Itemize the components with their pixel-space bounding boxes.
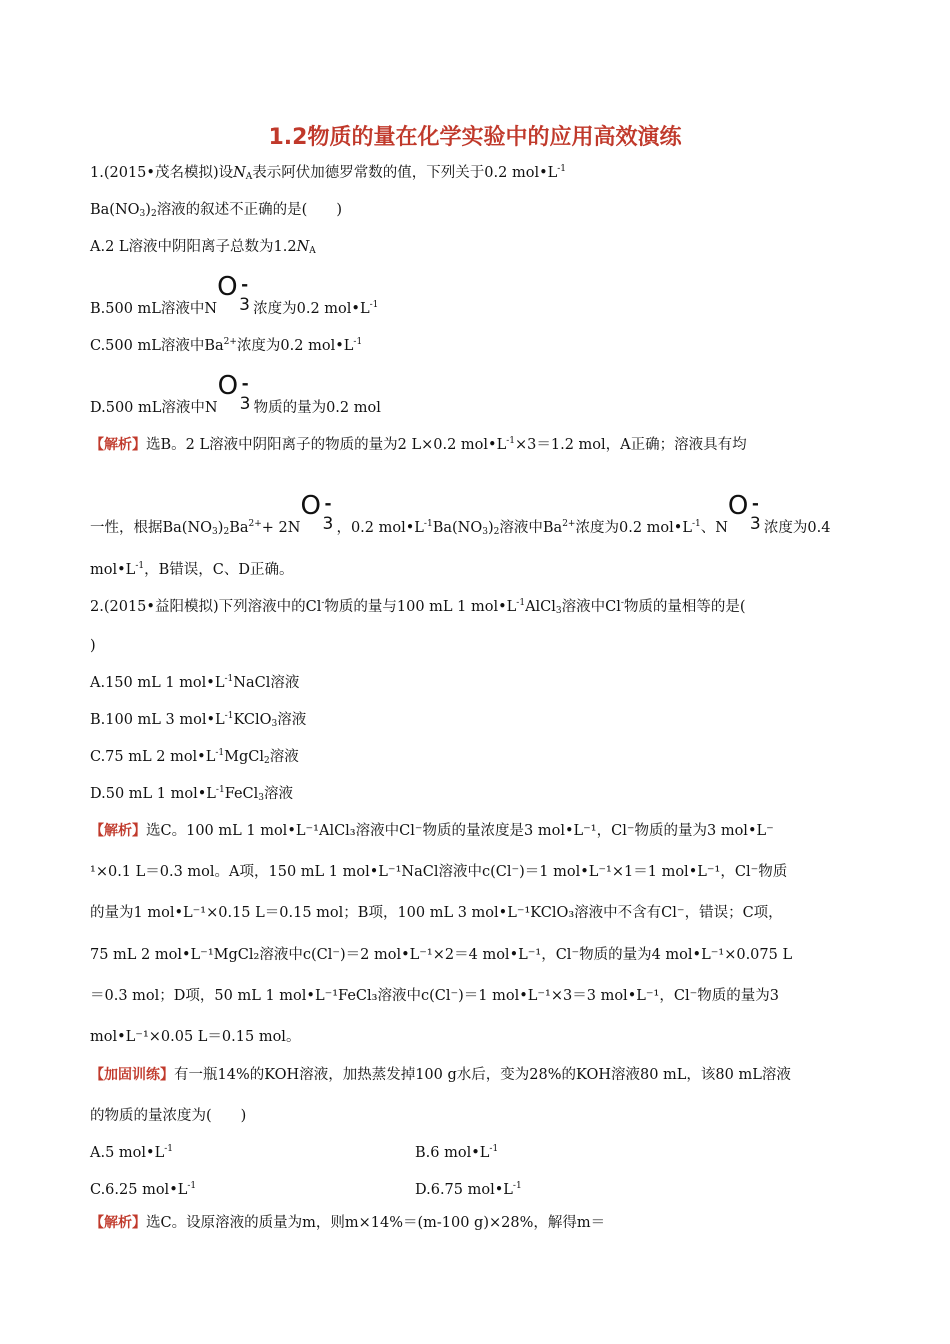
a2-line3: 的量为1 mol•L⁻¹×0.15 L＝0.15 mol；B项，100 mL 3 mol•L⁻¹KClO₃溶液中不含有Cl⁻，错误；C项， bbox=[90, 905, 783, 921]
q3-options-row2 bbox=[90, 1180, 522, 1200]
q1-option-b: B.500 mL溶液中N O - 3 浓度为0.2 $mol•L^{-1}$ bbox=[90, 272, 379, 317]
a3-line1: 【解析】选C。设原溶液的质量为m，则m×14%＝(m-100 g)×28%，解得m＝ bbox=[90, 1215, 606, 1231]
q3-stem-line1: 【加固训练】有一瓶14%的KOH溶液，加热蒸发掉100 g水后，变为28%的KOH溶液80 mL，该80 mL溶液 bbox=[90, 1067, 791, 1083]
nitrate-ion-glyph: O - 3 bbox=[217, 272, 250, 315]
q2-stem-line1: 2.(2015•益阳模拟)下列溶液中的Cl-物质的量与100 mL 1 $mol•L^{-1}AlCl_3$溶液中Cl-物质的量相等的是( bbox=[90, 598, 746, 616]
analysis-tag: 【解析】 bbox=[90, 1215, 146, 1231]
a1-line3: $mol•L^{-1}$，B错误，C、D正确。 bbox=[90, 561, 294, 578]
q3-option-b: B.6 $mol•L^{-1}$ bbox=[415, 1144, 499, 1161]
a2-line2: ¹×0.1 L＝0.3 mol。A项，150 mL 1 mol•L⁻¹NaCl溶液中c(Cl⁻)＝1 mol•L⁻¹×1＝1 mol•L⁻¹，Cl⁻物质 bbox=[90, 864, 788, 880]
q1-option-a: A.2 L溶液中阴阳离子总数为$1.2N_A$ bbox=[90, 239, 316, 256]
page-title: 1.2物质的量在化学实验中的应用高效演练 bbox=[268, 125, 682, 150]
a1-line2: 一性，根据$Ba(NO_3)_2Ba^{2+}+ 2N$ O - 3 ，0.2 $mol•L^{-1}Ba(NO_3)_2$溶液中$Ba^{2+}$浓度为0.2 $mol•L^{-1}$、N O - 3 浓度为0.4 bbox=[90, 491, 831, 537]
a2-line1: 【解析】选C。100 mL 1 mol•L⁻¹AlCl₃溶液中Cl⁻物质的量浓度是3 mol•L⁻¹，Cl⁻物质的量为3 mol•L⁻ bbox=[90, 823, 774, 839]
q3-options-row1 bbox=[90, 1143, 499, 1163]
q2-option-b: B.100 mL 3 $mol•L^{-1}KClO_3$溶液 bbox=[90, 711, 307, 729]
q1-stem-line2: $Ba(NO_3)_2$溶液的叙述不正确的是( ) bbox=[90, 202, 343, 219]
q2-option-c: C.75 mL 2 $mol•L^{-1}MgCl_2$溶液 bbox=[90, 748, 299, 766]
q1-option-d: D.500 mL溶液中N O - 3 物质的量为0.2 mol bbox=[90, 371, 381, 416]
a2-line4: 75 mL 2 mol•L⁻¹MgCl₂溶液中c(Cl⁻)＝2 mol•L⁻¹×2＝4 mol•L⁻¹，Cl⁻物质的量为4 mol•L⁻¹×0.075 L bbox=[90, 947, 793, 963]
a2-line5: ＝0.3 mol；D项，50 mL 1 mol•L⁻¹FeCl₃溶液中c(Cl⁻)＝1 mol•L⁻¹×3＝3 mol•L⁻¹，Cl⁻物质的量为3 bbox=[90, 988, 779, 1004]
nitrate-ion-glyph: O - 3 bbox=[300, 491, 334, 534]
q3-option-c: C.6.25 $mol•L^{-1}$ bbox=[90, 1181, 197, 1198]
q3-option-a: A.5 $mol•L^{-1}$ bbox=[90, 1144, 173, 1161]
analysis-tag: 【解析】 bbox=[90, 823, 146, 839]
a1-line1: 【解析】选B。2 L溶液中阴阳离子的物质的量为2 L×0.2 $mol•L^{-1}\times 3=1.2$ mol，A正确；溶液具有均 bbox=[90, 436, 747, 453]
analysis-tag: 【解析】 bbox=[90, 437, 146, 453]
q3-stem-line2: 的物质的量浓度为( ) bbox=[90, 1108, 247, 1124]
q2-option-d: D.50 mL 1 $mol•L^{-1}FeCl_3$溶液 bbox=[90, 785, 294, 803]
q3-option-d: D.6.75 $mol•L^{-1}$ bbox=[415, 1181, 522, 1198]
q2-option-a: A.150 mL 1 $mol•L^{-1}NaCl$溶液 bbox=[90, 674, 300, 691]
a2-line6: mol•L⁻¹×0.05 L＝0.15 mol。 bbox=[90, 1029, 301, 1045]
q1-stem-line1: 1.(2015•茂名模拟)设$N_A$表示阿伏加德罗常数的值，下列关于0.2 $mol•L^{-1}$ bbox=[90, 164, 567, 182]
reinforce-tag: 【加固训练】 bbox=[90, 1067, 174, 1083]
q2-stem-line2: ) bbox=[90, 638, 96, 654]
nitrate-ion-glyph: O - 3 bbox=[217, 371, 251, 414]
q1-option-c: C.500 mL溶液中$Ba^{2+}$浓度为0.2 $mol•L^{-1}$ bbox=[90, 337, 363, 354]
nitrate-ion-glyph: O - 3 bbox=[727, 491, 761, 534]
